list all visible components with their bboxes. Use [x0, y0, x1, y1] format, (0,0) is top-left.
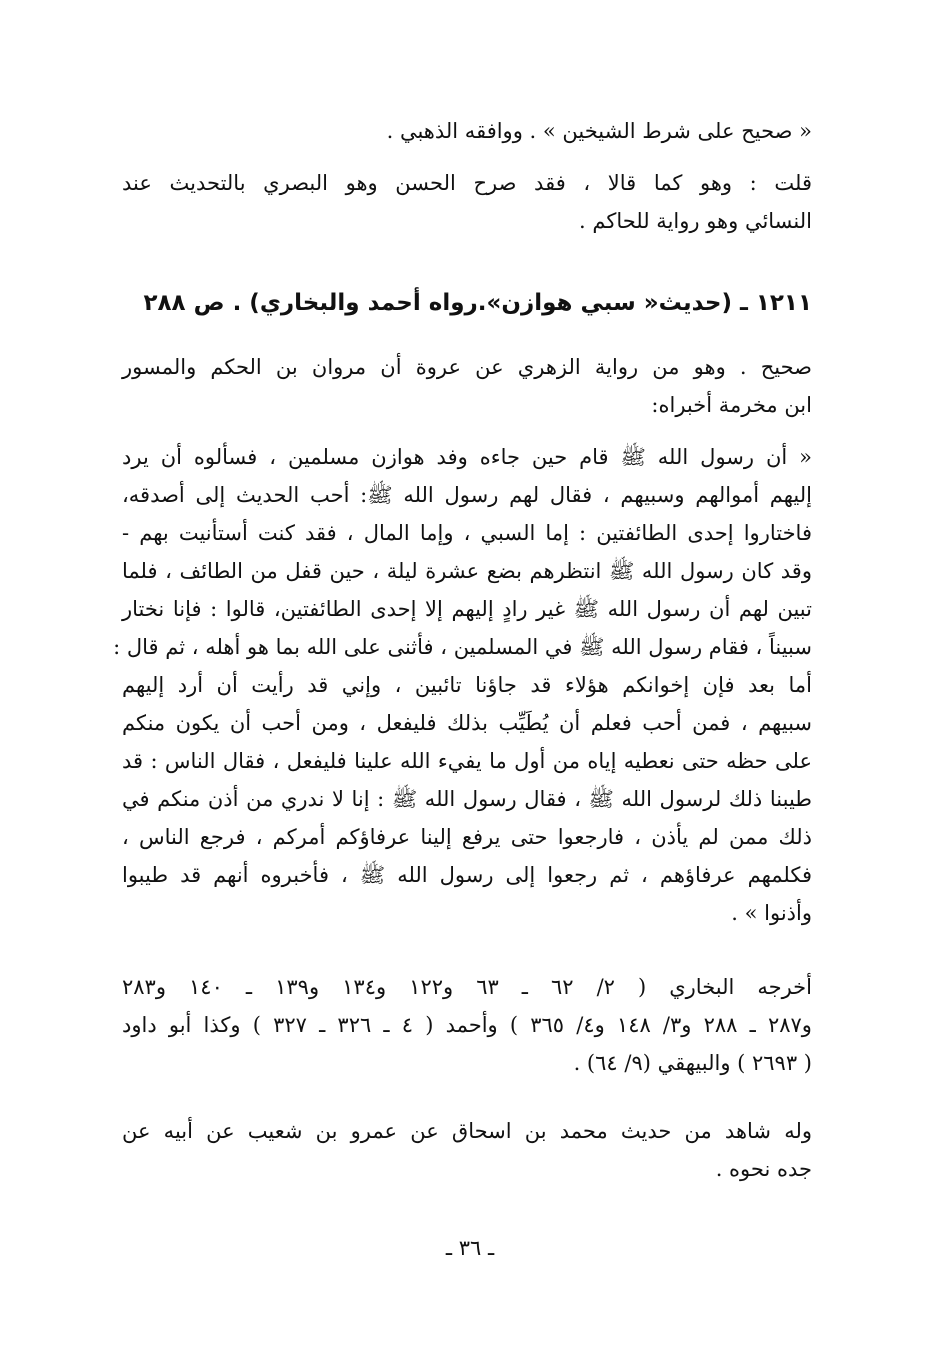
shahid-line: وله شاهد من حديث محمد بن اسحاق عن عمرو بن شعيب عن أبيه عن: [122, 1119, 812, 1143]
shahid-line: جده نحوه .: [715, 1157, 812, 1181]
intro-para-line-1: قلت : وهو كما قالا ، فقد صرح الحسن وهو البصري بالتحديث عند: [122, 171, 812, 195]
hadith-line: سبيهم ، فمن أحب فعلم أن يُطَيِّب بذلك فليفعل ، ومن أحب أن يكون منكم: [122, 711, 812, 735]
hadith-text: [113, 438, 812, 932]
takhrij-line: و٢٨٧ ـ ٢٨٨ و٣/ ١٤٨ و٤/ ٣٦٥ ) وأحمد ( ٤ ـ ٣٢٦ ـ ٣٢٧ ) وكذا أبو داود: [122, 1013, 812, 1037]
intro-paragraph: [122, 164, 812, 240]
hadith-line: « أن رسول الله ﷺ قام حين جاءه وفد هوازن مسلمين ، فسألوه أن يرد: [122, 445, 812, 469]
hadith-line: أما بعد فإن إخوانكم هؤلاء قد جاؤنا تائبين ، وإني قد رأيت أن أرد إليهم: [122, 673, 812, 697]
hadith-line: إليهم أموالهم وسبيهم ، فقال لهم رسول الله ﷺ: أحب الحديث إلى أصدقه،: [122, 483, 812, 507]
hadith-line: وقد كان رسول الله ﷺ انتظرهم بضع عشرة ليلة ، حين قفل من الطائف ، فلما: [122, 559, 812, 583]
takhrij-line: أخرجه البخاري ( ٢/ ٦٢ ـ ٦٣ و١٢٢ و١٣٤ و١٣٩ ـ ١٤٠ و٢٨٣: [122, 975, 812, 999]
takhrij-line: ( ٢٦٩٣ ) والبيهقي (٩/ ٦٤) .: [573, 1051, 812, 1075]
lead-line-1: صحيح . وهو من رواية الزهري عن عروة أن مروان بن الحكم والمسور: [122, 355, 812, 379]
hadith-heading: ١٢١١ ـ (حديث« سبي هوازن».رواه أحمد والبخاري) . ص ٢٨٨: [143, 290, 812, 316]
takhrij-paragraph: [122, 968, 812, 1082]
hadith-line: طيبنا ذلك لرسول الله ﷺ ، فقال رسول الله ﷺ : إنا لا ندري من أذن منكم في: [122, 787, 812, 811]
shahid-paragraph: [122, 1112, 812, 1188]
page-number: ـ ٣٦ ـ: [445, 1236, 495, 1260]
lead-line-2: ابن مخرمة أخبراه:: [651, 393, 812, 417]
intro-block: [122, 112, 812, 150]
hadith-line: فاختاروا إحدى الطائفتين : إما السبي ، وإما المال ، فقد كنت أستأنيت بهم -: [122, 521, 812, 545]
hadith-line: تبين لهم أن رسول الله ﷺ غير رادٍ إليهم إلا إحدى الطائفتين، قالوا : فإنا نختار: [122, 597, 812, 621]
lead-paragraph: [122, 348, 812, 424]
hadith-line: سبيناً ، فقام رسول الله ﷺ في المسلمين ، فأثنى على الله بما هو أهله ، ثم قال :: [113, 635, 812, 659]
intro-line: « صحيح على شرط الشيخين » . ووافقه الذهبي .: [386, 119, 812, 143]
hadith-line: وأذنوا » .: [731, 901, 812, 925]
hadith-line: على حظه حتى نعطيه إياه من أول ما يفيء الله علينا فليفعل ، فقال الناس : قد: [122, 749, 812, 773]
hadith-line: ذلك ممن لم يأذن ، فارجعوا حتى يرفع إلينا عرفاؤكم أمركم ، فرجع الناس ،: [122, 825, 812, 849]
hadith-line: فكلمهم عرفاؤهم ، ثم رجعوا إلى رسول الله ﷺ ، فأخبروه أنهم قد طيبوا: [122, 863, 812, 887]
intro-para-line-2: النسائي وهو رواية للحاكم .: [579, 209, 812, 233]
